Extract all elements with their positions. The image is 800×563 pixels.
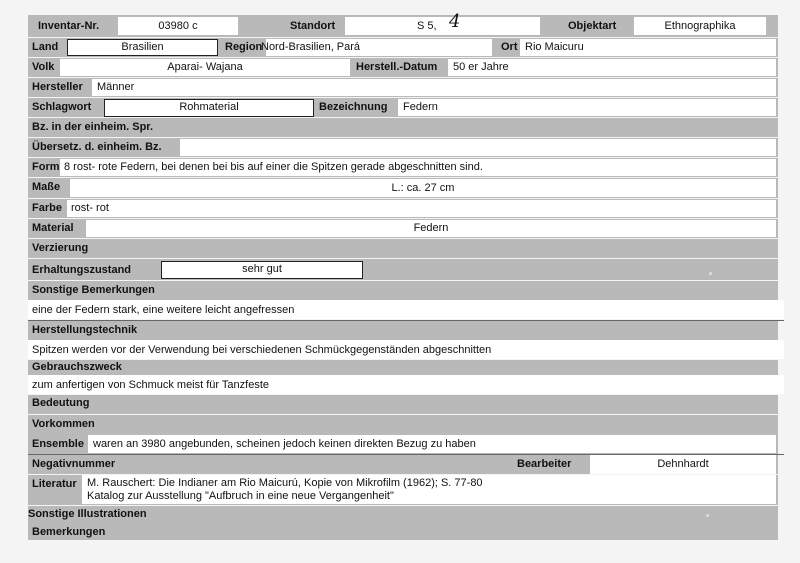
uebersetz-box <box>180 139 776 156</box>
form-label: Form <box>32 161 60 173</box>
land-value: Brasilien <box>67 39 218 56</box>
literatur-label: Literatur <box>32 478 77 490</box>
bz-einheim-label: Bz. in der einheim. Spr. <box>32 121 154 133</box>
herstell-datum-value: 50 er Jahre <box>453 61 509 73</box>
hersteller-box <box>92 79 776 96</box>
masse-value: L.: ca. 27 cm <box>70 179 776 197</box>
sonstige-ill-label: Sonstige Illustrationen <box>28 508 147 520</box>
material-label: Material <box>32 222 74 234</box>
region-value: Nord-Brasilien, Pará <box>261 41 361 53</box>
objektart-value: Ethnographika <box>634 17 766 35</box>
erhaltung-value: sehr gut <box>161 261 363 279</box>
form-value: 8 rost- rote Federn, bei denen bei bis auf einer die Spitzen gerade abgeschnitten sind. <box>64 161 483 173</box>
verzierung-band <box>28 239 778 258</box>
herstellungstechnik-band <box>28 321 778 340</box>
erhaltung-band <box>28 259 778 280</box>
inventar-label: Inventar-Nr. <box>38 20 100 32</box>
herstell-datum-label: Herstell.-Datum <box>356 61 438 73</box>
literatur-line-2: Katalog zur Ausstellung "Aufbruch in eine neue Vergangenheit" <box>87 490 394 502</box>
volk-value: Aparai- Wajana <box>60 59 350 76</box>
farbe-label: Farbe <box>32 202 62 214</box>
bearbeiter-value: Dehnhardt <box>590 455 776 474</box>
bedeutung-band <box>28 395 778 414</box>
sonstige-bem-value: eine der Federn stark, eine weitere leicht angefressen <box>32 304 295 316</box>
standort-value: S 5, <box>417 20 437 32</box>
objektart-label: Objektart <box>568 20 617 32</box>
hersteller-value: Männer <box>97 81 135 93</box>
scan-speck <box>709 272 712 275</box>
standort-label: Standort <box>290 20 336 32</box>
gebrauchszweck-band <box>28 360 778 375</box>
negativnummer-label: Negativnummer <box>32 458 116 470</box>
bearbeiter-label: Bearbeiter <box>517 458 572 470</box>
sonstige-bem-label: Sonstige Bemerkungen <box>32 284 155 296</box>
standort-handwritten-signature: 4 <box>449 11 461 32</box>
scan-speck <box>706 514 709 517</box>
region-label: Region <box>225 41 263 53</box>
gebrauchszweck-value: zum anfertigen von Schmuck meist für Tanzfeste <box>32 379 270 391</box>
verzierung-label: Verzierung <box>32 242 89 254</box>
bemerkungen-band <box>28 524 778 540</box>
erhaltung-label: Erhaltungszustand <box>32 264 132 276</box>
inventar-value: 03980 c <box>118 17 238 35</box>
ensemble-value: waren an 3980 angebunden, scheinen jedoch keinen direkten Bezug zu haben <box>93 438 476 450</box>
vorkommen-label: Vorkommen <box>32 418 95 430</box>
material-value: Federn <box>86 220 776 237</box>
ort-value: Rio Maicuru <box>525 41 584 53</box>
uebersetz-label: Übersetz. d. einheim. Bz. <box>32 141 162 153</box>
schlagwort-value: Rohmaterial <box>104 99 314 117</box>
herstellungstechnik-value: Spitzen werden vor der Verwendung bei verschiedenen Schmückgegenständen abgeschnitten <box>32 344 492 356</box>
farbe-box <box>67 200 776 217</box>
ensemble-label: Ensemble <box>32 438 84 450</box>
ort-label: Ort <box>501 41 518 53</box>
vorkommen-band <box>28 415 778 434</box>
bezeichnung-box <box>398 99 776 116</box>
literatur-line-1: M. Rauschert: Die Indianer am Rio Maicurú, Kopie von Mikrofilm (1962); S. 77-80 <box>87 477 483 489</box>
bemerkungen-label: Bemerkungen <box>32 526 106 538</box>
hersteller-label: Hersteller <box>32 81 83 93</box>
bezeichnung-label: Bezeichnung <box>319 101 388 113</box>
farbe-value: rost- rot <box>71 202 109 214</box>
bedeutung-label: Bedeutung <box>32 397 90 409</box>
gebrauchszweck-label: Gebrauchszweck <box>32 361 122 373</box>
bezeichnung-value: Federn <box>403 101 438 113</box>
standort-box <box>345 11 540 35</box>
herstellungstechnik-label: Herstellungstechnik <box>32 324 138 336</box>
schlagwort-label: Schlagwort <box>32 101 92 113</box>
land-label: Land <box>32 41 59 53</box>
volk-label: Volk <box>32 61 55 73</box>
masse-label: Maße <box>32 181 61 193</box>
